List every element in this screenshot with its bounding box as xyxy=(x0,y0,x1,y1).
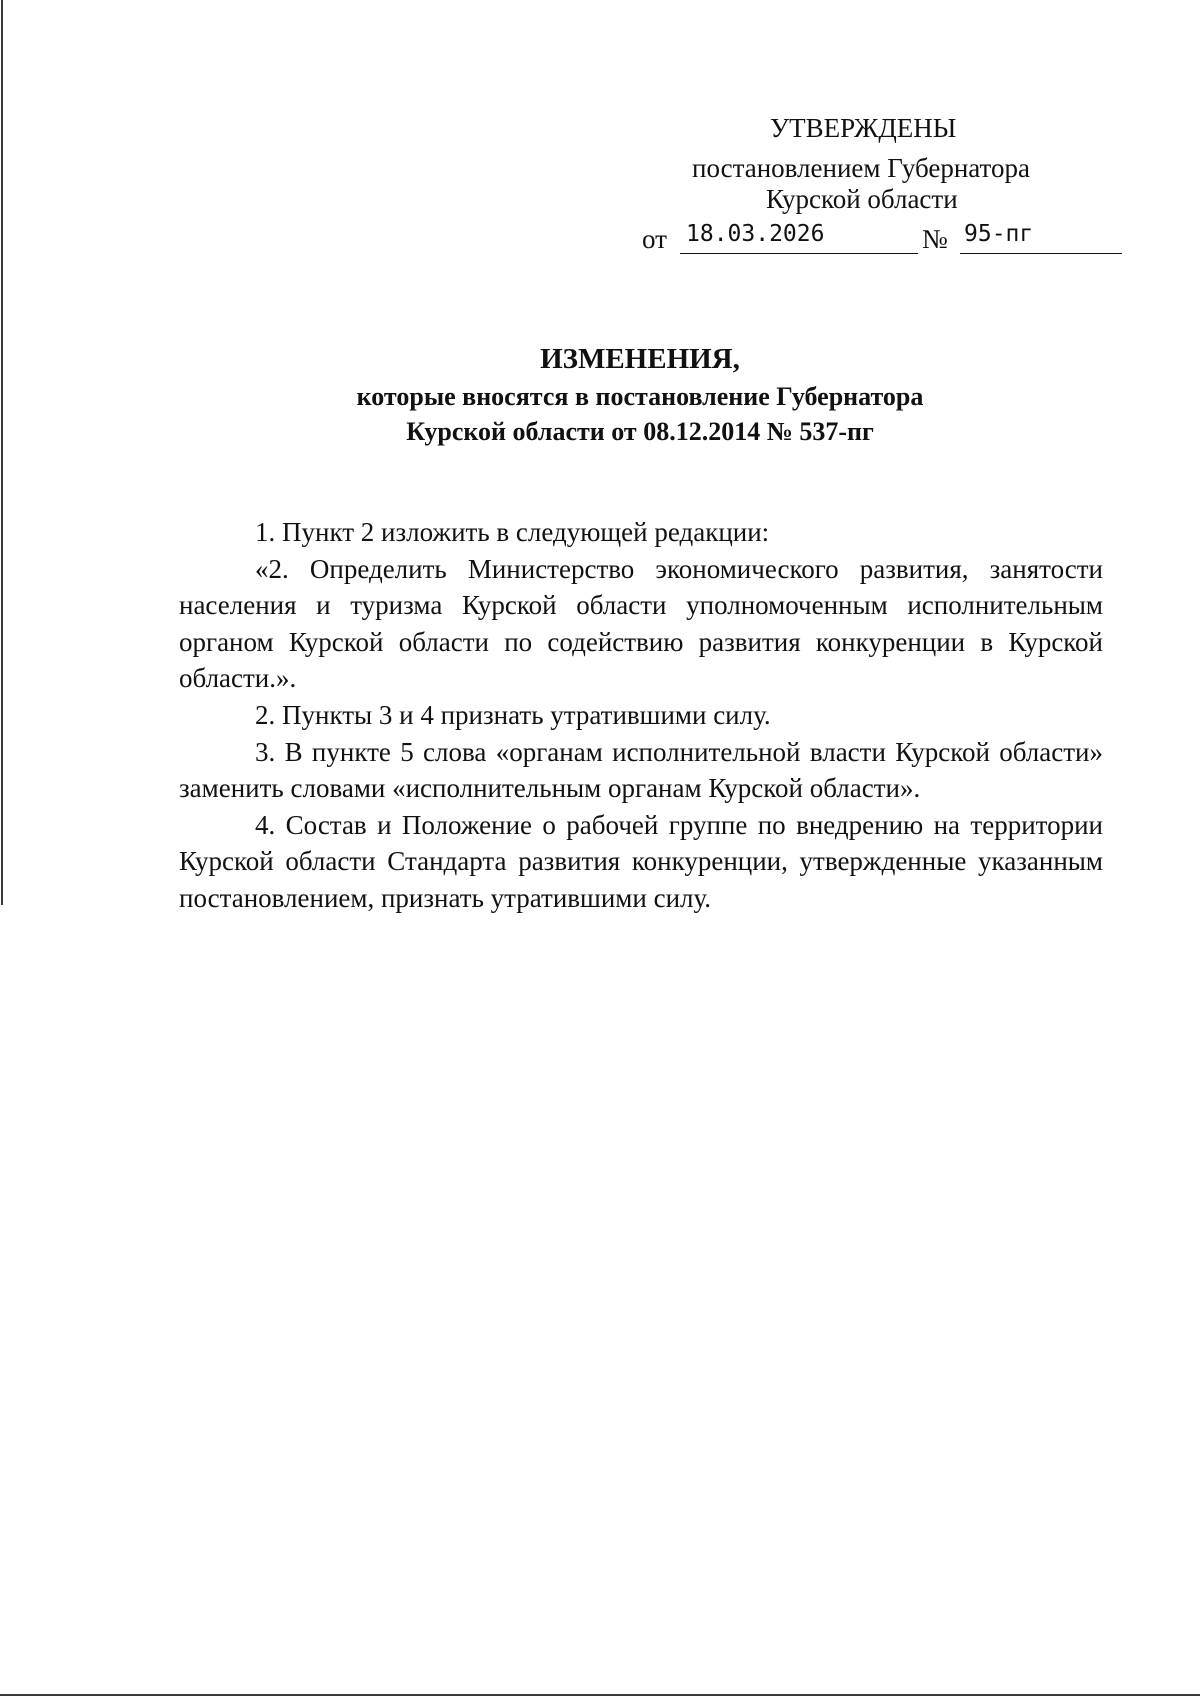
paragraph-2: «2. Определить Министерство экономического развития, занятости населения и туризма Курской области уполномоченным исполнительным органом Курской области по содействию развития конкуренции в Курской области.». xyxy=(179,553,1103,694)
document-body xyxy=(179,514,1103,917)
paragraph-5: 4. Состав и Положение о рабочей группе по внедрению на территории Курской области Стандарта развития конкуренции, утвержденные указанным постановлением, признать утратившими силу. xyxy=(179,809,1103,913)
from-label: от xyxy=(642,224,667,254)
title-line-1: ИЗМЕНЕНИЯ, xyxy=(540,343,740,375)
approval-date: 18.03.2026 xyxy=(686,221,825,247)
approval-number: 95-пг xyxy=(964,221,1034,247)
paragraph-4: 3. В пункте 5 слова «органам исполнительной власти Курской области» заменить словами «исполнительным органам Курской области». xyxy=(179,736,1103,804)
approval-date-row xyxy=(642,217,1122,257)
approval-heading: УТВЕРЖДЕНЫ xyxy=(770,113,957,143)
document-title xyxy=(180,342,1100,449)
scan-edge-left xyxy=(1,0,3,905)
scan-edge-bottom xyxy=(0,1694,1200,1696)
paragraph-1: 1. Пункт 2 изложить в следующей редакции: xyxy=(255,517,770,547)
number-label: № xyxy=(922,224,948,254)
title-line-3: Курской области от 08.12.2014 № 537-пг xyxy=(406,417,874,446)
title-line-2: которые вносятся в постановление Губернатора xyxy=(356,382,924,411)
approval-line-3: Курской области xyxy=(766,184,958,214)
paragraph-3: 2. Пункты 3 и 4 признать утратившими силу. xyxy=(255,699,771,730)
approval-line-2: постановлением Губернатора xyxy=(692,153,1030,183)
